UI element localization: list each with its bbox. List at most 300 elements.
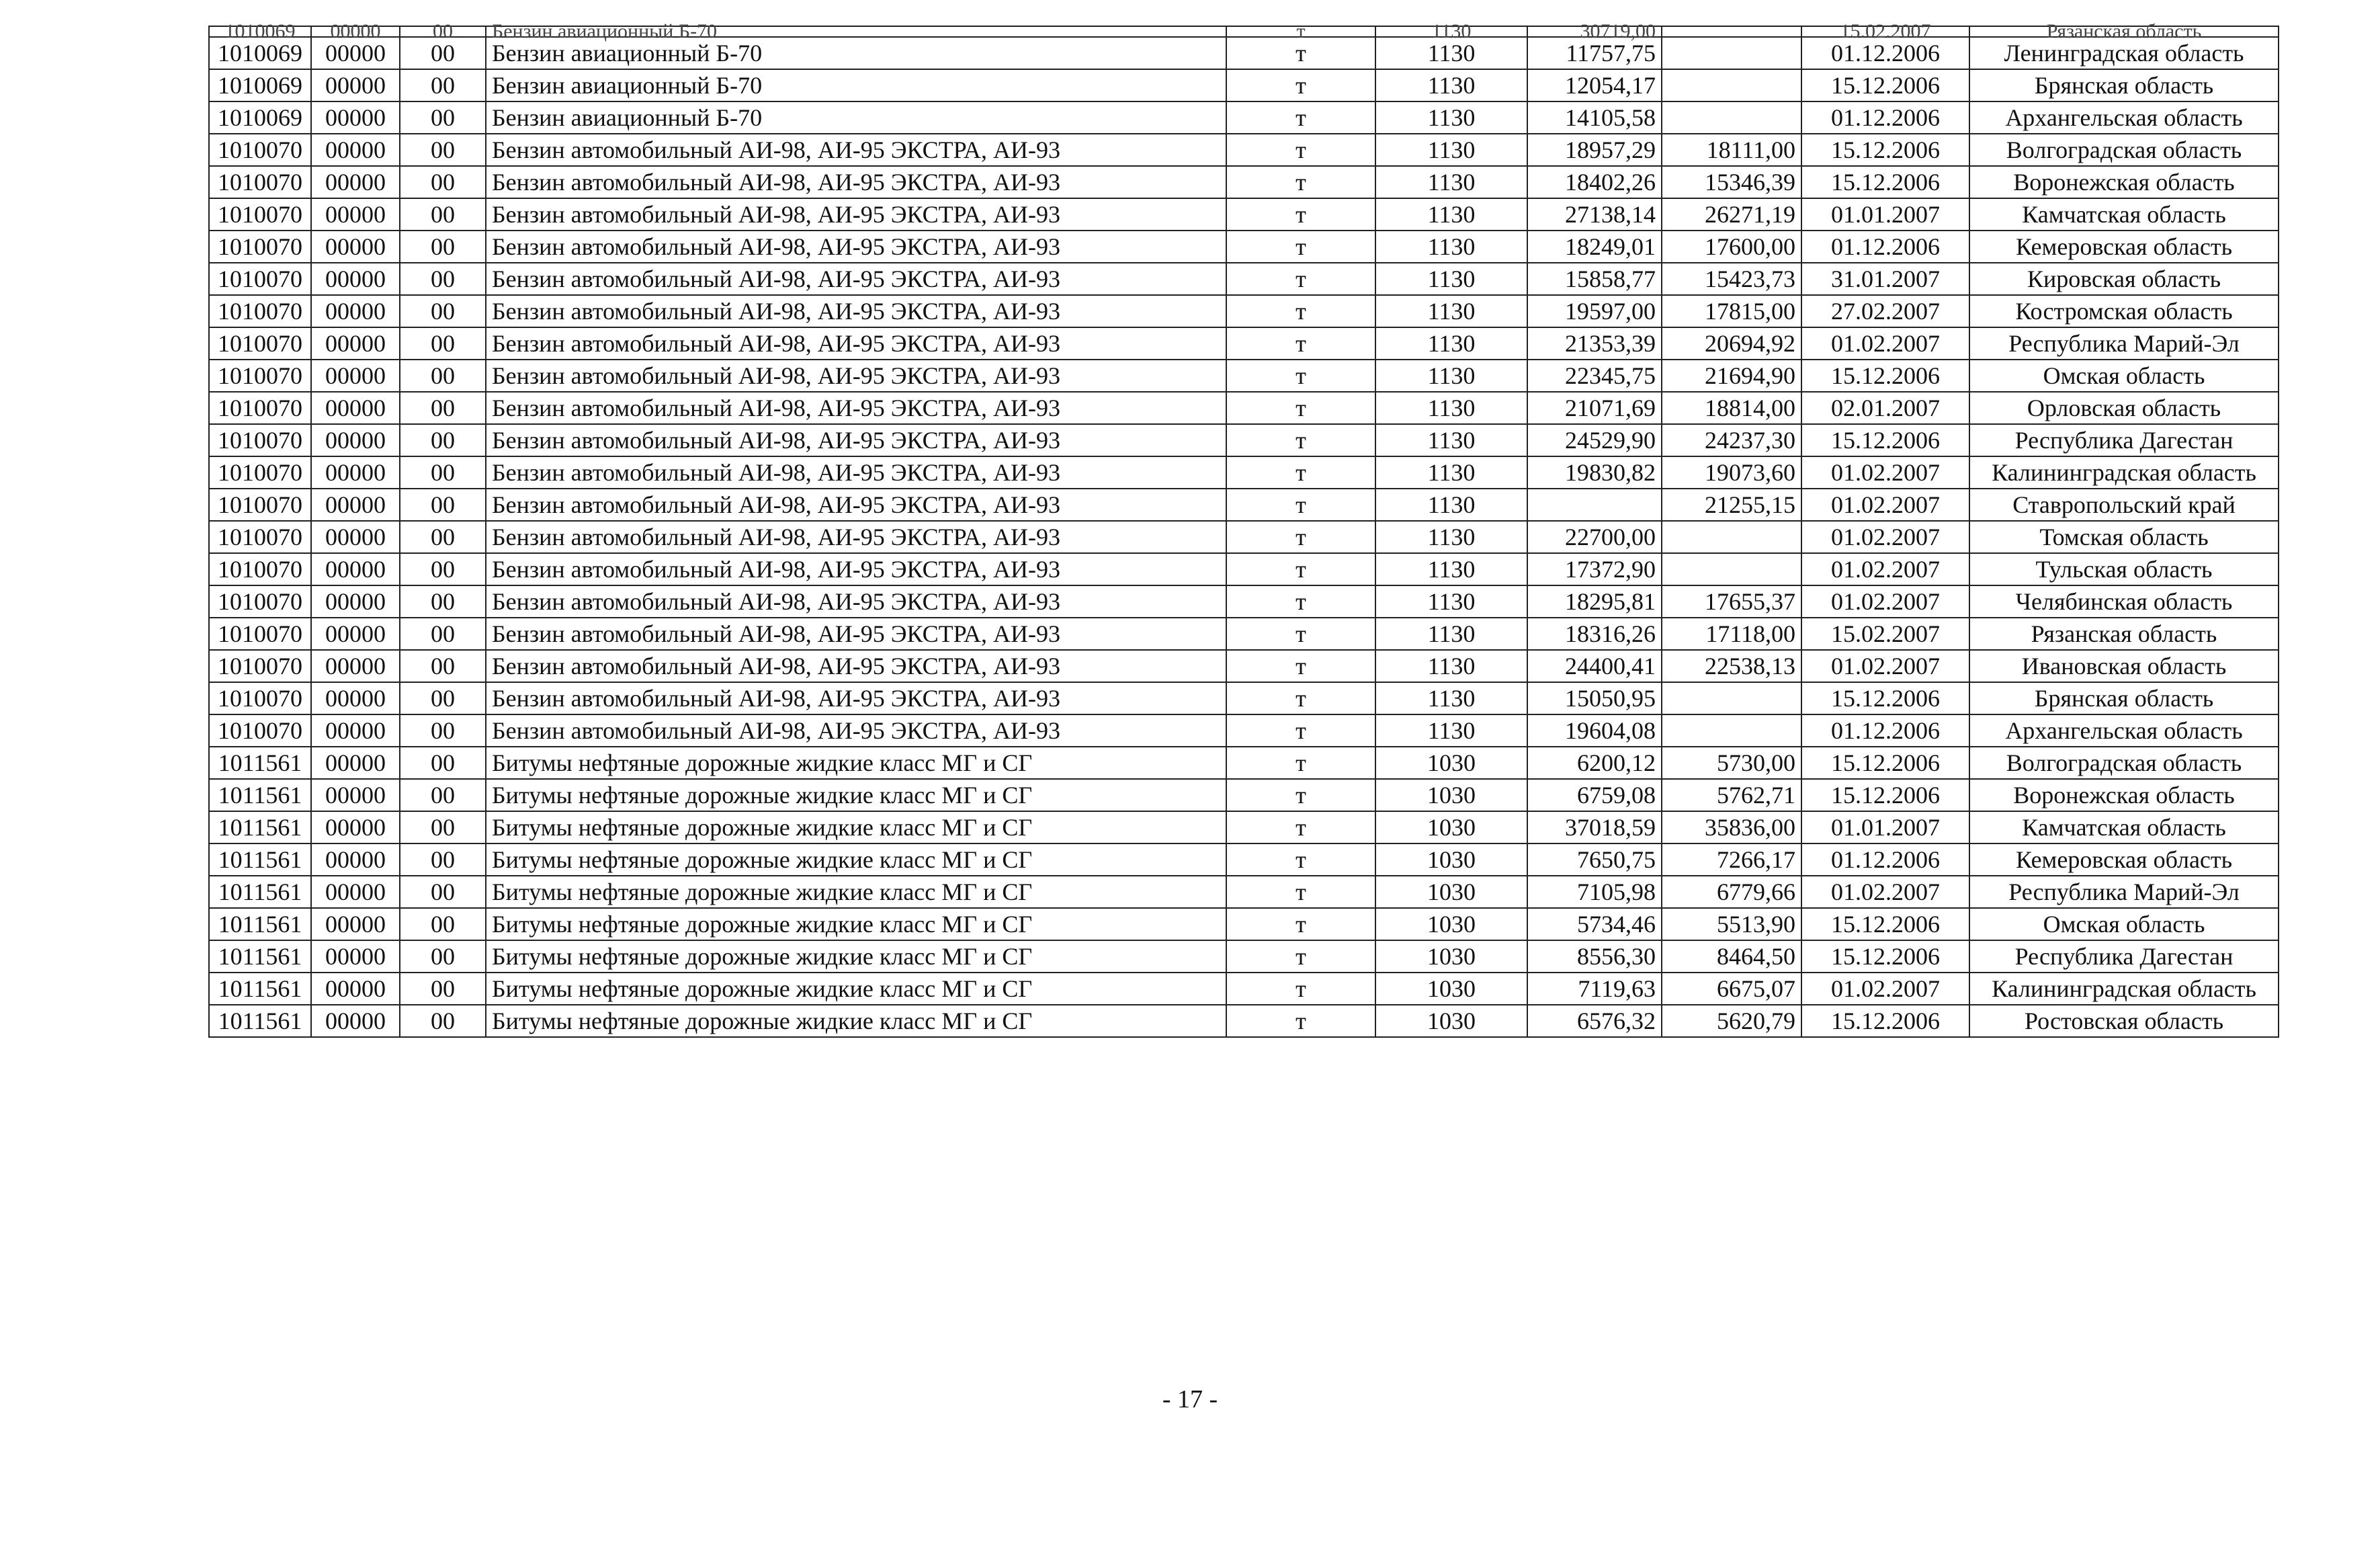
cell-subcode: 00000 — [311, 424, 400, 456]
cell-price-2: 15423,73 — [1662, 263, 1801, 295]
cell-name: Битумы нефтяные дорожные жидкие класс МГ и СГ — [486, 973, 1226, 1005]
cell-name: Бензин автомобильный АИ-98, АИ-95 ЭКСТРА, АИ-93 — [486, 456, 1226, 489]
cell-code: 1010070 — [209, 263, 311, 295]
cell-subcode: 00000 — [311, 37, 400, 69]
cell-code: 1010070 — [209, 682, 311, 714]
cell-code: 1011561 — [209, 811, 311, 843]
table-row — [209, 714, 2279, 747]
cell-name: Битумы нефтяные дорожные жидкие класс МГ и СГ — [486, 940, 1226, 973]
cell-subcode: 00000 — [311, 521, 400, 553]
cell-unit: т — [1226, 295, 1375, 327]
cell-unit: т — [1226, 489, 1375, 521]
cell-code: 1010070 — [209, 424, 311, 456]
cell-code: 1010070 — [209, 295, 311, 327]
cell-code: 1010069 — [209, 69, 311, 101]
cell-price-2 — [1662, 521, 1801, 553]
cell-subcode: 00000 — [311, 392, 400, 424]
cell-subcode2: 00 — [400, 908, 486, 940]
cell-price-2 — [1662, 714, 1801, 747]
cell-okei: 1130 — [1375, 682, 1527, 714]
table-row — [209, 908, 2279, 940]
cell-date: 15.12.2006 — [1801, 360, 1969, 392]
cell-price-2: 19073,60 — [1662, 456, 1801, 489]
cell-date: 27.02.2007 — [1801, 295, 1969, 327]
cell-date: 15.02.2007 — [1801, 26, 1969, 37]
cell-price-1: 11757,75 — [1527, 37, 1662, 69]
cell-price-1: 18402,26 — [1527, 166, 1662, 198]
cell-okei: 1130 — [1375, 521, 1527, 553]
cell-subcode: 00000 — [311, 327, 400, 360]
cell-price-2: 22538,13 — [1662, 650, 1801, 682]
table-row — [209, 779, 2279, 811]
table-row — [209, 166, 2279, 198]
cell-subcode2: 00 — [400, 231, 486, 263]
cell-region: Брянская область — [1969, 682, 2279, 714]
cell-name: Битумы нефтяные дорожные жидкие класс МГ и СГ — [486, 1005, 1226, 1037]
cell-subcode: 00000 — [311, 585, 400, 618]
cell-subcode2: 00 — [400, 747, 486, 779]
cell-date: 01.02.2007 — [1801, 521, 1969, 553]
cell-region: Кемеровская область — [1969, 231, 2279, 263]
cell-subcode: 00000 — [311, 876, 400, 908]
cell-region: Брянская область — [1969, 69, 2279, 101]
cell-price-2: 17600,00 — [1662, 231, 1801, 263]
table-row — [209, 134, 2279, 166]
cell-price-2: 18814,00 — [1662, 392, 1801, 424]
cell-code: 1010070 — [209, 489, 311, 521]
cell-date: 15.12.2006 — [1801, 134, 1969, 166]
cell-date: 01.12.2006 — [1801, 714, 1969, 747]
cell-name: Бензин автомобильный АИ-98, АИ-95 ЭКСТРА, АИ-93 — [486, 166, 1226, 198]
cell-name: Бензин автомобильный АИ-98, АИ-95 ЭКСТРА, АИ-93 — [486, 521, 1226, 553]
table-row — [209, 973, 2279, 1005]
cell-subcode2: 00 — [400, 198, 486, 231]
cell-okei: 1130 — [1375, 166, 1527, 198]
cell-name: Бензин авиационный Б-70 — [486, 37, 1226, 69]
cell-name: Бензин автомобильный АИ-98, АИ-95 ЭКСТРА, АИ-93 — [486, 714, 1226, 747]
cell-region: Кемеровская область — [1969, 843, 2279, 876]
cell-region: Рязанская область — [1969, 26, 2279, 37]
cell-price-2: 26271,19 — [1662, 198, 1801, 231]
table-row — [209, 295, 2279, 327]
table-row — [209, 618, 2279, 650]
cell-date: 15.12.2006 — [1801, 166, 1969, 198]
cell-name: Бензин автомобильный АИ-98, АИ-95 ЭКСТРА, АИ-93 — [486, 231, 1226, 263]
cell-region: Республика Марий-Эл — [1969, 876, 2279, 908]
cell-subcode2: 00 — [400, 69, 486, 101]
cell-unit: т — [1226, 327, 1375, 360]
cell-price-1: 14105,58 — [1527, 101, 1662, 134]
price-table — [208, 20, 2279, 1038]
cell-code: 1010070 — [209, 553, 311, 585]
cell-price-1: 18316,26 — [1527, 618, 1662, 650]
cell-region: Кировская область — [1969, 263, 2279, 295]
cell-name: Бензин автомобильный АИ-98, АИ-95 ЭКСТРА, АИ-93 — [486, 360, 1226, 392]
cell-price-2 — [1662, 682, 1801, 714]
cell-region: Ставропольский край — [1969, 489, 2279, 521]
cell-name: Битумы нефтяные дорожные жидкие класс МГ и СГ — [486, 876, 1226, 908]
cell-unit: т — [1226, 101, 1375, 134]
cell-price-1: 19604,08 — [1527, 714, 1662, 747]
cell-subcode2: 00 — [400, 973, 486, 1005]
table-row — [209, 489, 2279, 521]
cell-code: 1010070 — [209, 231, 311, 263]
cell-unit: т — [1226, 37, 1375, 69]
cell-date: 01.12.2006 — [1801, 843, 1969, 876]
cell-date: 01.01.2007 — [1801, 198, 1969, 231]
cell-subcode2: 00 — [400, 166, 486, 198]
table-row — [209, 198, 2279, 231]
cell-price-2 — [1662, 26, 1801, 37]
cell-region: Калининградская область — [1969, 973, 2279, 1005]
cell-code: 1011561 — [209, 908, 311, 940]
cell-date: 01.12.2006 — [1801, 37, 1969, 69]
cell-subcode: 00000 — [311, 101, 400, 134]
cell-subcode: 00000 — [311, 26, 400, 37]
cell-okei: 1030 — [1375, 1005, 1527, 1037]
cell-date: 01.02.2007 — [1801, 553, 1969, 585]
cell-code: 1010070 — [209, 650, 311, 682]
cell-subcode: 00000 — [311, 779, 400, 811]
cell-date: 01.02.2007 — [1801, 650, 1969, 682]
cell-subcode: 00000 — [311, 263, 400, 295]
cell-name: Битумы нефтяные дорожные жидкие класс МГ и СГ — [486, 843, 1226, 876]
table-row — [209, 585, 2279, 618]
cell-price-2: 5513,90 — [1662, 908, 1801, 940]
cell-price-1: 21071,69 — [1527, 392, 1662, 424]
cell-subcode: 00000 — [311, 231, 400, 263]
cell-subcode2: 00 — [400, 101, 486, 134]
table-row — [209, 747, 2279, 779]
cell-name: Битумы нефтяные дорожные жидкие класс МГ и СГ — [486, 747, 1226, 779]
cell-region: Омская область — [1969, 908, 2279, 940]
cell-date: 01.02.2007 — [1801, 489, 1969, 521]
table-row — [209, 843, 2279, 876]
cell-date: 01.02.2007 — [1801, 876, 1969, 908]
cell-price-1: 6576,32 — [1527, 1005, 1662, 1037]
cell-unit: т — [1226, 198, 1375, 231]
cell-date: 01.12.2006 — [1801, 231, 1969, 263]
cell-code: 1010070 — [209, 198, 311, 231]
cell-subcode2: 00 — [400, 650, 486, 682]
cell-name: Бензин автомобильный АИ-98, АИ-95 ЭКСТРА, АИ-93 — [486, 295, 1226, 327]
table-row — [209, 69, 2279, 101]
cell-subcode2: 00 — [400, 876, 486, 908]
cell-name: Бензин автомобильный АИ-98, АИ-95 ЭКСТРА, АИ-93 — [486, 585, 1226, 618]
cell-okei: 1030 — [1375, 779, 1527, 811]
cell-region: Ивановская область — [1969, 650, 2279, 682]
cell-name: Битумы нефтяные дорожные жидкие класс МГ и СГ — [486, 908, 1226, 940]
cut-off-row — [209, 26, 2279, 37]
cell-subcode2: 00 — [400, 295, 486, 327]
cell-name: Бензин авиационный Б-70 — [486, 69, 1226, 101]
cell-date: 02.01.2007 — [1801, 392, 1969, 424]
cell-okei: 1030 — [1375, 973, 1527, 1005]
table-row — [209, 650, 2279, 682]
cell-name: Бензин автомобильный АИ-98, АИ-95 ЭКСТРА, АИ-93 — [486, 392, 1226, 424]
table-row — [209, 521, 2279, 553]
cell-price-2: 21255,15 — [1662, 489, 1801, 521]
cell-unit: т — [1226, 650, 1375, 682]
cell-region: Орловская область — [1969, 392, 2279, 424]
table-row — [209, 940, 2279, 973]
cell-region: Калининградская область — [1969, 456, 2279, 489]
cell-subcode2: 00 — [400, 37, 486, 69]
cell-subcode: 00000 — [311, 1005, 400, 1037]
cell-okei: 1030 — [1375, 811, 1527, 843]
cell-subcode: 00000 — [311, 682, 400, 714]
cell-name: Битумы нефтяные дорожные жидкие класс МГ и СГ — [486, 779, 1226, 811]
cell-code: 1010070 — [209, 392, 311, 424]
cell-region: Тульская область — [1969, 553, 2279, 585]
cell-okei: 1130 — [1375, 295, 1527, 327]
cell-price-1: 15858,77 — [1527, 263, 1662, 295]
cell-date: 31.01.2007 — [1801, 263, 1969, 295]
cell-subcode2: 00 — [400, 940, 486, 973]
cell-unit: т — [1226, 811, 1375, 843]
cell-unit: т — [1226, 424, 1375, 456]
cell-price-1: 7105,98 — [1527, 876, 1662, 908]
cell-region: Республика Марий-Эл — [1969, 327, 2279, 360]
cell-date: 01.12.2006 — [1801, 101, 1969, 134]
cell-subcode: 00000 — [311, 134, 400, 166]
cell-price-1: 7650,75 — [1527, 843, 1662, 876]
cell-name: Бензин автомобильный АИ-98, АИ-95 ЭКСТРА, АИ-93 — [486, 553, 1226, 585]
cell-subcode: 00000 — [311, 618, 400, 650]
cell-code: 1010070 — [209, 714, 311, 747]
cell-price-1: 18249,01 — [1527, 231, 1662, 263]
cell-okei: 1130 — [1375, 134, 1527, 166]
table-row — [209, 231, 2279, 263]
cell-unit: т — [1226, 682, 1375, 714]
cell-price-1: 15050,95 — [1527, 682, 1662, 714]
table-row — [209, 263, 2279, 295]
cell-price-2: 6675,07 — [1662, 973, 1801, 1005]
table-row — [209, 811, 2279, 843]
cell-price-2 — [1662, 101, 1801, 134]
cell-okei: 1130 — [1375, 553, 1527, 585]
cell-code: 1011561 — [209, 1005, 311, 1037]
cell-price-1: 18957,29 — [1527, 134, 1662, 166]
cell-price-1: 17372,90 — [1527, 553, 1662, 585]
cell-name: Бензин автомобильный АИ-98, АИ-95 ЭКСТРА, АИ-93 — [486, 489, 1226, 521]
cell-okei: 1130 — [1375, 392, 1527, 424]
cell-subcode: 00000 — [311, 940, 400, 973]
page-number: - 17 - — [1162, 1385, 1218, 1413]
cell-region: Ростовская область — [1969, 1005, 2279, 1037]
cell-unit: т — [1226, 876, 1375, 908]
cell-subcode2: 00 — [400, 424, 486, 456]
cell-unit: т — [1226, 714, 1375, 747]
cell-region: Воронежская область — [1969, 779, 2279, 811]
cell-unit: т — [1226, 618, 1375, 650]
table-row — [209, 682, 2279, 714]
cell-unit: т — [1226, 231, 1375, 263]
cell-region: Архангельская область — [1969, 714, 2279, 747]
cell-code: 1010070 — [209, 456, 311, 489]
cell-date: 15.12.2006 — [1801, 908, 1969, 940]
cell-price-1: 8556,30 — [1527, 940, 1662, 973]
cell-name: Бензин авиационный Б-70 — [486, 101, 1226, 134]
cell-code: 1010070 — [209, 134, 311, 166]
cell-price-1: 12054,17 — [1527, 69, 1662, 101]
cell-price-2: 8464,50 — [1662, 940, 1801, 973]
cell-subcode2: 00 — [400, 360, 486, 392]
cell-name: Бензин автомобильный АИ-98, АИ-95 ЭКСТРА, АИ-93 — [486, 134, 1226, 166]
cell-okei: 1130 — [1375, 263, 1527, 295]
cell-code: 1010069 — [209, 26, 311, 37]
cell-unit: т — [1226, 69, 1375, 101]
cell-price-2 — [1662, 553, 1801, 585]
cell-subcode2: 00 — [400, 392, 486, 424]
cell-subcode: 00000 — [311, 650, 400, 682]
cell-price-1: 27138,14 — [1527, 198, 1662, 231]
cell-unit: т — [1226, 360, 1375, 392]
cell-unit: т — [1226, 779, 1375, 811]
cell-unit: т — [1226, 973, 1375, 1005]
cell-subcode2: 00 — [400, 811, 486, 843]
cell-price-2: 7266,17 — [1662, 843, 1801, 876]
cell-subcode: 00000 — [311, 198, 400, 231]
cell-name: Бензин автомобильный АИ-98, АИ-95 ЭКСТРА, АИ-93 — [486, 682, 1226, 714]
cell-okei: 1130 — [1375, 101, 1527, 134]
cell-price-1: 19830,82 — [1527, 456, 1662, 489]
cell-price-2: 5730,00 — [1662, 747, 1801, 779]
cell-price-2: 20694,92 — [1662, 327, 1801, 360]
cell-price-1: 6759,08 — [1527, 779, 1662, 811]
cell-price-2: 18111,00 — [1662, 134, 1801, 166]
cell-price-2: 5762,71 — [1662, 779, 1801, 811]
cell-price-2: 17815,00 — [1662, 295, 1801, 327]
cell-okei: 1130 — [1375, 618, 1527, 650]
cell-date: 15.12.2006 — [1801, 424, 1969, 456]
cell-price-1: 7119,63 — [1527, 973, 1662, 1005]
cell-subcode: 00000 — [311, 747, 400, 779]
cell-subcode: 00000 — [311, 456, 400, 489]
cell-subcode: 00000 — [311, 295, 400, 327]
cell-okei: 1130 — [1375, 456, 1527, 489]
cell-subcode: 00000 — [311, 714, 400, 747]
cell-subcode2: 00 — [400, 134, 486, 166]
cell-unit: т — [1226, 456, 1375, 489]
cell-price-2: 17118,00 — [1662, 618, 1801, 650]
table-row — [209, 392, 2279, 424]
cell-code: 1010069 — [209, 101, 311, 134]
cell-okei: 1030 — [1375, 908, 1527, 940]
cell-region: Республика Дагестан — [1969, 424, 2279, 456]
cell-unit: т — [1226, 166, 1375, 198]
cell-subcode: 00000 — [311, 553, 400, 585]
cell-date: 01.01.2007 — [1801, 811, 1969, 843]
cell-subcode2: 00 — [400, 489, 486, 521]
cell-subcode2: 00 — [400, 843, 486, 876]
cell-name: Бензин автомобильный АИ-98, АИ-95 ЭКСТРА, АИ-93 — [486, 618, 1226, 650]
cell-price-2: 6779,66 — [1662, 876, 1801, 908]
cell-price-1: 18295,81 — [1527, 585, 1662, 618]
cell-code: 1011561 — [209, 779, 311, 811]
cell-price-1 — [1527, 489, 1662, 521]
cell-okei: 1130 — [1375, 198, 1527, 231]
cell-price-1: 24529,90 — [1527, 424, 1662, 456]
cell-price-2: 15346,39 — [1662, 166, 1801, 198]
cell-region: Рязанская область — [1969, 618, 2279, 650]
cell-unit: т — [1226, 263, 1375, 295]
cell-unit: т — [1226, 553, 1375, 585]
cell-okei: 1030 — [1375, 940, 1527, 973]
cell-region: Томская область — [1969, 521, 2279, 553]
cell-code: 1010070 — [209, 585, 311, 618]
table-row — [209, 101, 2279, 134]
cell-date: 15.12.2006 — [1801, 1005, 1969, 1037]
cell-unit: т — [1226, 908, 1375, 940]
cell-subcode2: 00 — [400, 1005, 486, 1037]
cell-okei: 1130 — [1375, 489, 1527, 521]
cell-price-2 — [1662, 69, 1801, 101]
cell-okei: 1130 — [1375, 424, 1527, 456]
cell-region: Волгоградская область — [1969, 747, 2279, 779]
cell-region: Воронежская область — [1969, 166, 2279, 198]
cell-subcode2: 00 — [400, 618, 486, 650]
cell-name: Бензин автомобильный АИ-98, АИ-95 ЭКСТРА, АИ-93 — [486, 198, 1226, 231]
cell-okei: 1130 — [1375, 327, 1527, 360]
cell-unit: т — [1226, 26, 1375, 37]
cell-date: 15.12.2006 — [1801, 682, 1969, 714]
table-row — [209, 37, 2279, 69]
cell-okei: 1130 — [1375, 69, 1527, 101]
cell-code: 1011561 — [209, 973, 311, 1005]
cell-subcode2: 00 — [400, 553, 486, 585]
cell-price-1: 37018,59 — [1527, 811, 1662, 843]
cell-price-1: 19597,00 — [1527, 295, 1662, 327]
cell-subcode2: 00 — [400, 714, 486, 747]
table-row — [209, 1005, 2279, 1037]
cell-region: Республика Дагестан — [1969, 940, 2279, 973]
cell-date: 15.12.2006 — [1801, 69, 1969, 101]
table-row — [209, 327, 2279, 360]
table-row — [209, 456, 2279, 489]
cell-code: 1010070 — [209, 327, 311, 360]
cell-date: 01.02.2007 — [1801, 973, 1969, 1005]
cell-date: 15.12.2006 — [1801, 747, 1969, 779]
cell-region: Челябинская область — [1969, 585, 2279, 618]
cell-price-1: 30719,00 — [1527, 26, 1662, 37]
cell-code: 1011561 — [209, 940, 311, 973]
cell-region: Ленинградская область — [1969, 37, 2279, 69]
cell-price-2 — [1662, 37, 1801, 69]
cell-subcode: 00000 — [311, 360, 400, 392]
cell-unit: т — [1226, 585, 1375, 618]
cell-subcode2: 00 — [400, 682, 486, 714]
cell-date: 01.02.2007 — [1801, 456, 1969, 489]
cell-region: Камчатская область — [1969, 811, 2279, 843]
cell-subcode: 00000 — [311, 811, 400, 843]
cell-region: Камчатская область — [1969, 198, 2279, 231]
cell-code: 1010070 — [209, 618, 311, 650]
cell-code: 1011561 — [209, 876, 311, 908]
cell-price-1: 21353,39 — [1527, 327, 1662, 360]
cell-unit: т — [1226, 940, 1375, 973]
cell-okei: 1130 — [1375, 360, 1527, 392]
cell-code: 1010070 — [209, 166, 311, 198]
cell-subcode: 00000 — [311, 973, 400, 1005]
cell-okei: 1130 — [1375, 585, 1527, 618]
cell-name: Бензин автомобильный АИ-98, АИ-95 ЭКСТРА, АИ-93 — [486, 424, 1226, 456]
table-row — [209, 360, 2279, 392]
cell-okei: 1130 — [1375, 650, 1527, 682]
cell-name: Бензин автомобильный АИ-98, АИ-95 ЭКСТРА, АИ-93 — [486, 650, 1226, 682]
cell-code: 1011561 — [209, 747, 311, 779]
cell-unit: т — [1226, 392, 1375, 424]
